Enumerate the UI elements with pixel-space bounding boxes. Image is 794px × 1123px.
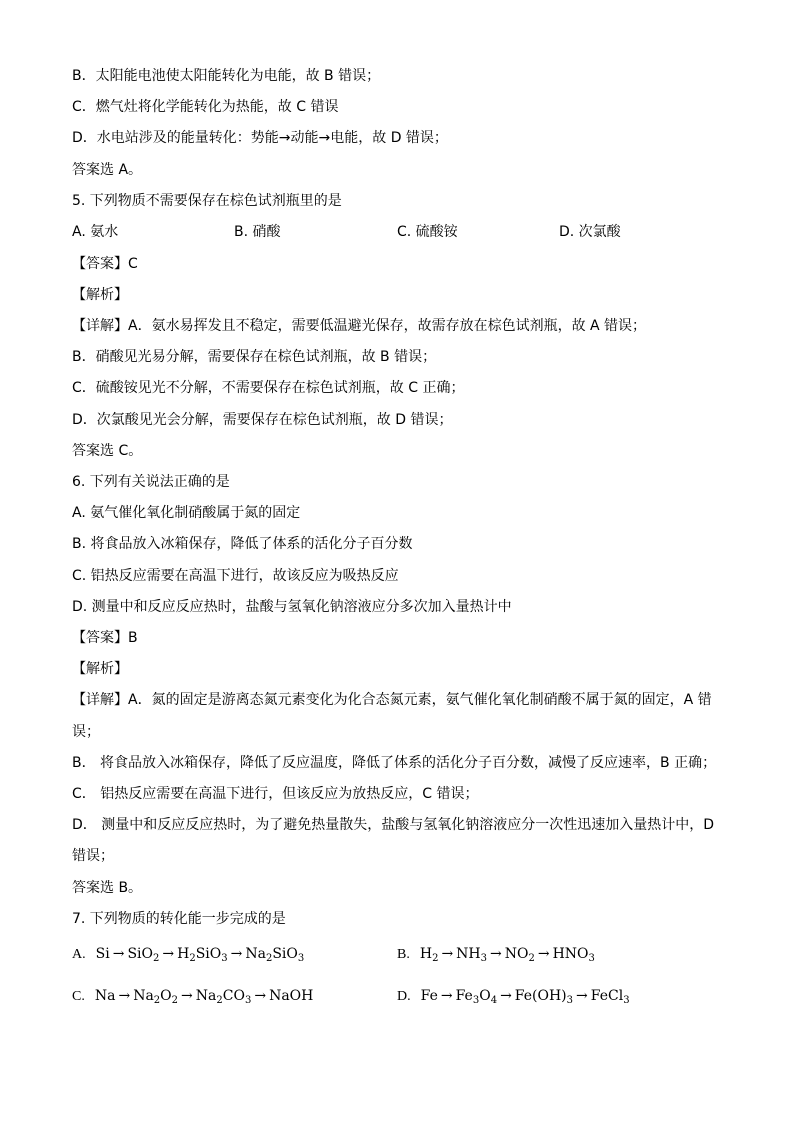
text-line: 答案选 C。 bbox=[72, 443, 143, 459]
formula: $Na_2SiO_3$ bbox=[245, 946, 305, 964]
formula: $Na_2CO_3$ bbox=[195, 988, 252, 1006]
text-line: D． 测量中和反应反应热时，为了避免热量散失，盐酸与氢氧化钠溶液应分一次性迅速加入量热计中，D bbox=[72, 817, 715, 833]
arrow-icon: → bbox=[162, 946, 175, 962]
q5-option-c: C. 硫酸铵 bbox=[397, 224, 458, 240]
arrow-icon: → bbox=[440, 988, 453, 1004]
arrow-icon: → bbox=[576, 988, 588, 1004]
formula: Na bbox=[94, 988, 116, 1004]
formula: $H_2SiO_3$ bbox=[177, 946, 228, 964]
formula: $H_2$ bbox=[419, 946, 439, 964]
arrow-icon: → bbox=[112, 946, 125, 962]
q5-option-a: A. 氨水 bbox=[72, 224, 119, 240]
analysis-tag: 【解析】 bbox=[72, 661, 128, 677]
formula-chain bbox=[96, 946, 305, 962]
formula: NaOH bbox=[269, 988, 314, 1004]
q7-option-d: D. $Fe \to Fe_3O_4 \to Fe(OH)_3$ → FeCl$_3$ bbox=[397, 988, 630, 1006]
formula: Si bbox=[95, 946, 110, 962]
text-line: 错误； bbox=[72, 848, 114, 864]
arrow-icon: → bbox=[230, 946, 243, 962]
text-line: B．太阳能电池使太阳能转化为电能，故 B 错误； bbox=[72, 68, 381, 84]
text-line: B．硝酸见光易分解，需要保存在棕色试剂瓶，故 B 错误； bbox=[72, 349, 437, 365]
formula: $NO_2$ bbox=[504, 946, 535, 964]
text-line: B． 将食品放入冰箱保存，降低了反应温度，降低了体系的活化分子百分数，减慢了反应速率，B 正确； bbox=[72, 755, 717, 771]
arrow-icon: → bbox=[118, 988, 131, 1004]
formula: $HNO_3$ bbox=[552, 946, 595, 964]
analysis-tag: 【解析】 bbox=[72, 287, 128, 303]
arrow-icon: → bbox=[441, 946, 454, 962]
formula: SiO$_2$ bbox=[127, 946, 160, 964]
text-line: C．硫酸铵见光不分解，不需要保存在棕色试剂瓶，故 C 正确； bbox=[72, 380, 465, 396]
formula-chain bbox=[420, 946, 595, 962]
text-line: C．燃气灶将化学能转化为热能，故 C 错误 bbox=[72, 99, 339, 115]
question-7-stem: 7. 下列物质的转化能一步完成的是 bbox=[72, 911, 286, 927]
formula: Fe bbox=[420, 988, 438, 1004]
detail-line: 【详解】A．氮的固定是游离态氮元素变化为化合态氮元素，氨气催化氧化制硝酸不属于氮的固定，A 错 bbox=[72, 692, 712, 708]
formula: $Fe(OH)_3$ bbox=[514, 988, 574, 1006]
q6-option-c: C. 铝热反应需要在高温下进行，故该反应为吸热反应 bbox=[72, 568, 399, 584]
formula: $NH_3$ bbox=[456, 946, 488, 964]
q7-option-b: B. $H_2 \to NH_3 \to NO_2 \to HNO_3$ bbox=[397, 946, 595, 964]
answer-tag: 【答案】B bbox=[72, 630, 138, 646]
q5-option-b: B. 硝酸 bbox=[234, 224, 281, 240]
text-line: C． 铝热反应需要在高温下进行，但该反应为放热反应，C 错误； bbox=[72, 786, 479, 802]
formula: $Na_2O_2$ bbox=[133, 988, 179, 1006]
text-line: 答案选 B。 bbox=[72, 880, 143, 896]
q7-option-a: A. $Si \to SiO_2 \to H_2SiO_3 \to Na_2SiO_3$ bbox=[72, 946, 305, 964]
answer-tag: 【答案】C bbox=[72, 256, 138, 272]
formula: $Fe_3O_4$ bbox=[455, 988, 498, 1006]
text-line: 误； bbox=[72, 724, 100, 740]
q7-option-c: C. $Na \to Na_2O_2 \to Na_2CO_3$ → NaOH bbox=[72, 988, 314, 1006]
q6-option-b: B. 将食品放入冰箱保存，降低了体系的活化分子百分数 bbox=[72, 536, 413, 552]
formula: FeCl$_3$ bbox=[590, 988, 630, 1006]
detail-line: 【详解】A．氨水易挥发且不稳定，需要低温避光保存，故需存放在棕色试剂瓶，故 A 错误； bbox=[72, 318, 647, 334]
text-line: D．次氯酸见光会分解，需要保存在棕色试剂瓶，故 D 错误； bbox=[72, 412, 453, 428]
arrow-icon: → bbox=[181, 988, 193, 1004]
q6-option-d: D. 测量中和反应反应热时，盐酸与氢氧化钠溶液应分多次加入量热计中 bbox=[72, 599, 512, 615]
question-6-stem: 6. 下列有关说法正确的是 bbox=[72, 474, 230, 490]
q6-option-a: A. 氨气催化氧化制硝酸属于氮的固定 bbox=[72, 505, 301, 521]
formula-chain bbox=[95, 988, 314, 1004]
arrow-icon: → bbox=[537, 946, 550, 962]
text-line: D．水电站涉及的能量转化：势能→动能→电能，故 D 错误； bbox=[72, 130, 448, 146]
question-5-stem: 5. 下列物质不需要保存在棕色试剂瓶里的是 bbox=[72, 193, 342, 209]
arrow-icon: → bbox=[500, 988, 512, 1004]
q5-option-d: D. 次氯酸 bbox=[559, 224, 621, 240]
formula-chain bbox=[421, 988, 630, 1004]
arrow-icon: → bbox=[490, 946, 502, 962]
arrow-icon: → bbox=[254, 988, 267, 1004]
text-line: 答案选 A。 bbox=[72, 162, 143, 178]
